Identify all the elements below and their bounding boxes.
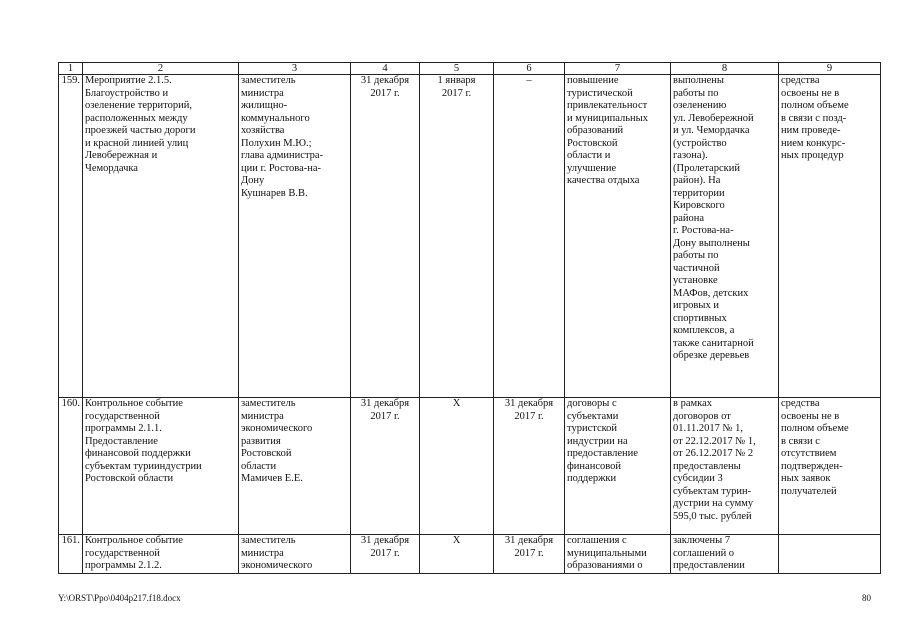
responsible-person: заместитель министра экономического: [239, 535, 351, 574]
start-date: Х: [420, 535, 494, 574]
activity-name: Контрольное событие государственной программы 2.1.2.: [83, 535, 239, 574]
column-header: 8: [671, 63, 779, 75]
row-number: 159.: [59, 75, 83, 398]
expected-result: договоры с субъектами туристской индустрии на предоставление финансовой поддержки: [565, 398, 671, 535]
planned-date: 31 декабря 2017 г.: [351, 75, 420, 398]
end-date: 31 декабря 2017 г.: [494, 398, 565, 535]
column-header: 3: [239, 63, 351, 75]
page-number: 80: [862, 593, 871, 603]
table-row: [59, 398, 881, 535]
column-header: 7: [565, 63, 671, 75]
table-row: [59, 75, 881, 398]
end-date: –: [494, 75, 565, 398]
column-header: 6: [494, 63, 565, 75]
column-header: 9: [779, 63, 881, 75]
header-row: [59, 63, 881, 75]
expected-result: соглашения с муниципальными образованиями о: [565, 535, 671, 574]
row-number: 160.: [59, 398, 83, 535]
table-row: [59, 535, 881, 574]
column-header: 4: [351, 63, 420, 75]
comment: средства освоены не в полном объеме в связи с позд- ним проведе- нием конкурс- ных процедур: [779, 75, 881, 398]
activity-name: Контрольное событие государственной программы 2.1.1. Предоставление финансовой поддержки субъектам турииндустрии Ростовской области: [83, 398, 239, 535]
actual-result: выполнены работы по озеленению ул. Левобережной и ул. Чемордачка (устройство газона). (Пролетарский район). На территории Кировского района г. Ростова-на- Дону выполнены работы по частичной установке МАФов, детских игровых и спортивных комплексов, а также санитарной обрезке деревьев: [671, 75, 779, 398]
report-table: [58, 62, 881, 574]
end-date: 31 декабря 2017 г.: [494, 535, 565, 574]
comment: [779, 535, 881, 574]
start-date: Х: [420, 398, 494, 535]
responsible-person: заместитель министра экономического развития Ростовской области Мамичев Е.Е.: [239, 398, 351, 535]
column-header: 1: [59, 63, 83, 75]
comment: средства освоены не в полном объеме в связи с отсутствием подтвержден- ных заявок получателей: [779, 398, 881, 535]
column-header: 2: [83, 63, 239, 75]
footer-file-path: Y:\ORST\Ppo\0404p217.f18.docx: [58, 593, 181, 603]
activity-name: Мероприятие 2.1.5. Благоустройство и озеленение территорий, расположенных между проезжей частью дороги и красной линией улиц Левобережная и Чемордачка: [83, 75, 239, 398]
responsible-person: заместитель министра жилищно- коммунального хозяйства Полухин М.Ю.; глава администра- ции г. Ростова-на- Дону Кушнарев В.В.: [239, 75, 351, 398]
row-number: 161.: [59, 535, 83, 574]
column-header: 5: [420, 63, 494, 75]
actual-result: заключены 7 соглашений о предоставлении: [671, 535, 779, 574]
actual-result: в рамках договоров от 01.11.2017 № 1, от 22.12.2017 № 1, от 26.12.2017 № 2 предоставлены субсидии 3 субъектам турин- дустрии на сумму 595,0 тыс. рублей: [671, 398, 779, 535]
planned-date: 31 декабря 2017 г.: [351, 535, 420, 574]
start-date: 1 января 2017 г.: [420, 75, 494, 398]
planned-date: 31 декабря 2017 г.: [351, 398, 420, 535]
expected-result: повышение туристической привлекательност и муниципальных образований Ростовской области и улучшение качества отдыха: [565, 75, 671, 398]
